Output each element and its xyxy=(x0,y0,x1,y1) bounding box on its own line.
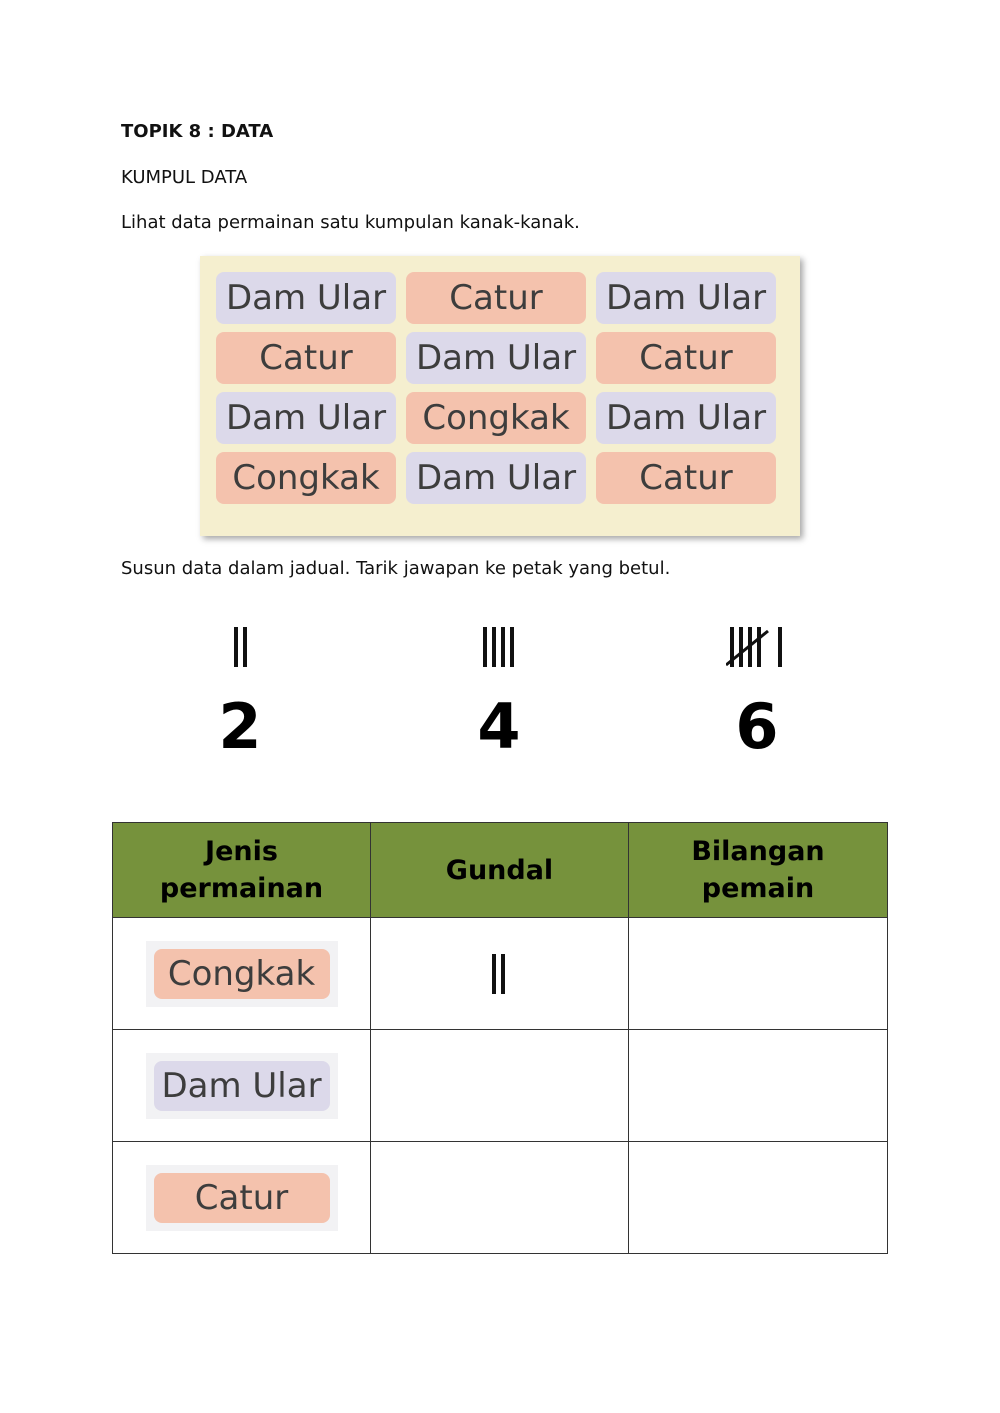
number-option-2[interactable]: 2 xyxy=(218,690,262,763)
game-chip: Catur xyxy=(596,452,776,504)
number-option-4[interactable]: 4 xyxy=(477,690,521,763)
count-drop-cell[interactable] xyxy=(629,918,888,1030)
game-chip: Dam Ular xyxy=(596,392,776,444)
game-chip: Dam Ular xyxy=(406,452,586,504)
section-subtitle: KUMPUL DATA xyxy=(121,167,248,188)
game-chip: Dam Ular xyxy=(216,272,396,324)
header-game-type: Jenis permainan xyxy=(113,823,371,918)
game-label-chip: Catur xyxy=(154,1173,330,1223)
instruction-look: Lihat data permainan satu kumpulan kanak-kanak. xyxy=(121,212,580,233)
game-label-chip: Dam Ular xyxy=(154,1061,330,1111)
tally-marks-icon xyxy=(479,615,520,675)
instruction-arrange: Susun data dalam jadual. Tarik jawapan ke petak yang betul. xyxy=(121,558,671,579)
game-data-panel xyxy=(200,256,800,536)
game-chip: Congkak xyxy=(216,452,396,504)
tally-marks-icon xyxy=(726,615,788,675)
count-drop-cell[interactable] xyxy=(629,1142,888,1254)
tally-drop-cell[interactable] xyxy=(371,918,629,1030)
tally-drop-cell[interactable] xyxy=(371,1030,629,1142)
game-cell xyxy=(113,918,371,1030)
game-chip: Catur xyxy=(216,332,396,384)
game-chip: Congkak xyxy=(406,392,586,444)
table-row xyxy=(113,1030,888,1142)
tally-option-4[interactable] xyxy=(434,605,564,685)
game-chip: Dam Ular xyxy=(406,332,586,384)
tally-option-6[interactable] xyxy=(692,605,822,685)
game-cell xyxy=(113,1030,371,1142)
tally-option-2[interactable] xyxy=(176,605,306,685)
tally-marks-icon xyxy=(488,942,511,1002)
game-data-grid xyxy=(216,272,776,504)
game-chip: Catur xyxy=(406,272,586,324)
number-option-6[interactable]: 6 xyxy=(735,690,779,763)
header-tally: Gundal xyxy=(371,823,629,918)
table-row xyxy=(113,1142,888,1254)
game-label-chip: Congkak xyxy=(154,949,330,999)
game-chip: Dam Ular xyxy=(216,392,396,444)
tally-table xyxy=(112,822,888,1254)
game-cell xyxy=(113,1142,371,1254)
tally-marks-icon xyxy=(230,615,253,675)
topic-title: TOPIK 8 : DATA xyxy=(121,121,274,142)
table-row xyxy=(113,918,888,1030)
tally-drop-cell[interactable] xyxy=(371,1142,629,1254)
game-chip: Catur xyxy=(596,332,776,384)
header-player-count: Bilangan pemain xyxy=(629,823,888,918)
count-drop-cell[interactable] xyxy=(629,1030,888,1142)
game-chip: Dam Ular xyxy=(596,272,776,324)
